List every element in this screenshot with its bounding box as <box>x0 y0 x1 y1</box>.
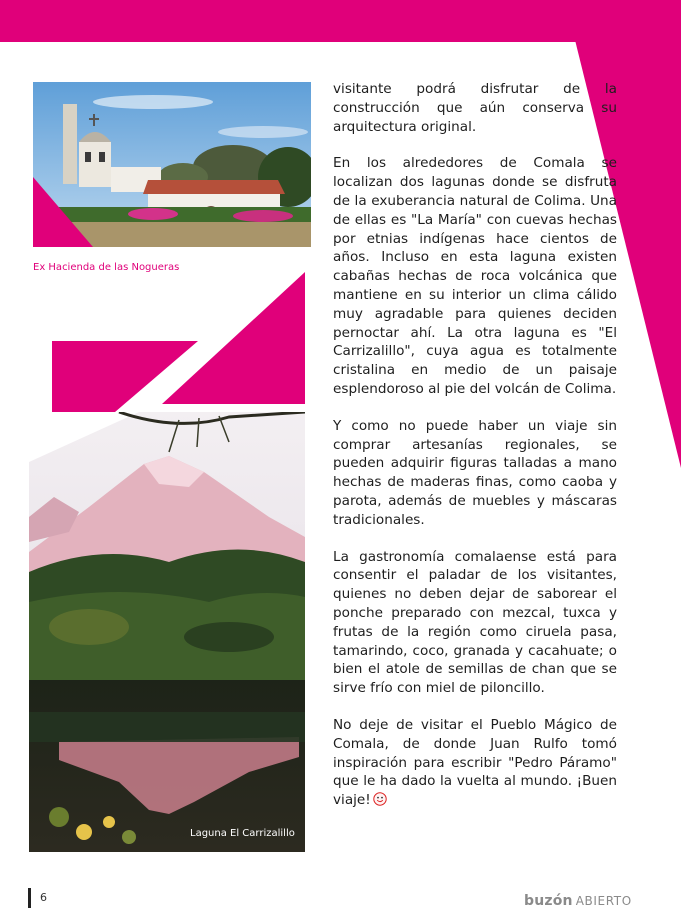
page-number-bar <box>28 888 31 908</box>
page-number: 6 <box>40 891 47 904</box>
article-paragraph: Y como no puede haber un viaje sin comprar artesanías regionales, se pueden adquirir figuras talladas a mano hechas de maderas finas, como caoba y parota, además de muebles y máscaras tradicionales. <box>333 417 617 528</box>
volcano-caption: Laguna El Carrizalillo <box>190 828 295 839</box>
article-text-column <box>333 80 617 828</box>
article-paragraph-last <box>333 716 617 810</box>
article-paragraph: En los alrededores de Comala se localizan dos lagunas donde se disfruta de la exuberancia natural de Colima. Una de ellas es "La María" con cuevas hechas por etnias indígenas hace cientos de años. Incluso en esta laguna existen cabañas hechas de roca volcánica que mantiene en su interior un clima cálido muy agradable para quienes deciden pernoctar ahí. La otra laguna es "El Carrizalillo", cuya agua es totalmente cristalina en medio de un paisaje esplendoroso al pie del volcán de Colima. <box>333 155 617 397</box>
smiley-icon <box>373 792 387 806</box>
article-paragraph: visitante podrá disfrutar de la construcción que aún conserva su arquitectura original. <box>333 81 617 135</box>
brand-logo <box>524 893 632 909</box>
hacienda-caption: Ex Hacienda de las Nogueras <box>33 262 180 273</box>
article-paragraph: La gastronomía comalaense está para consentir el paladar de los visitantes, quienes no deben dejar de saborear el ponche preparado con mezcal, tuxca y frutas de la región como ciruela pasa, tamarindo, coco, granada y cacahuate; o bien el atole de semillas de chan que se sirve frío con miel de piloncillo. <box>333 548 617 697</box>
brand-name-bold: buzón <box>524 893 573 909</box>
closing-text: No deje de visitar el Pueblo Mágico de Comala, de donde Juan Rulfo tomó inspiración para escribir "Pedro Páramo" que le ha dado la vuelta al mundo. ¡Buen viaje! <box>333 716 617 809</box>
brand-name-light: ABIERTO <box>575 894 632 908</box>
volcano-lagoon-photo <box>29 412 305 852</box>
